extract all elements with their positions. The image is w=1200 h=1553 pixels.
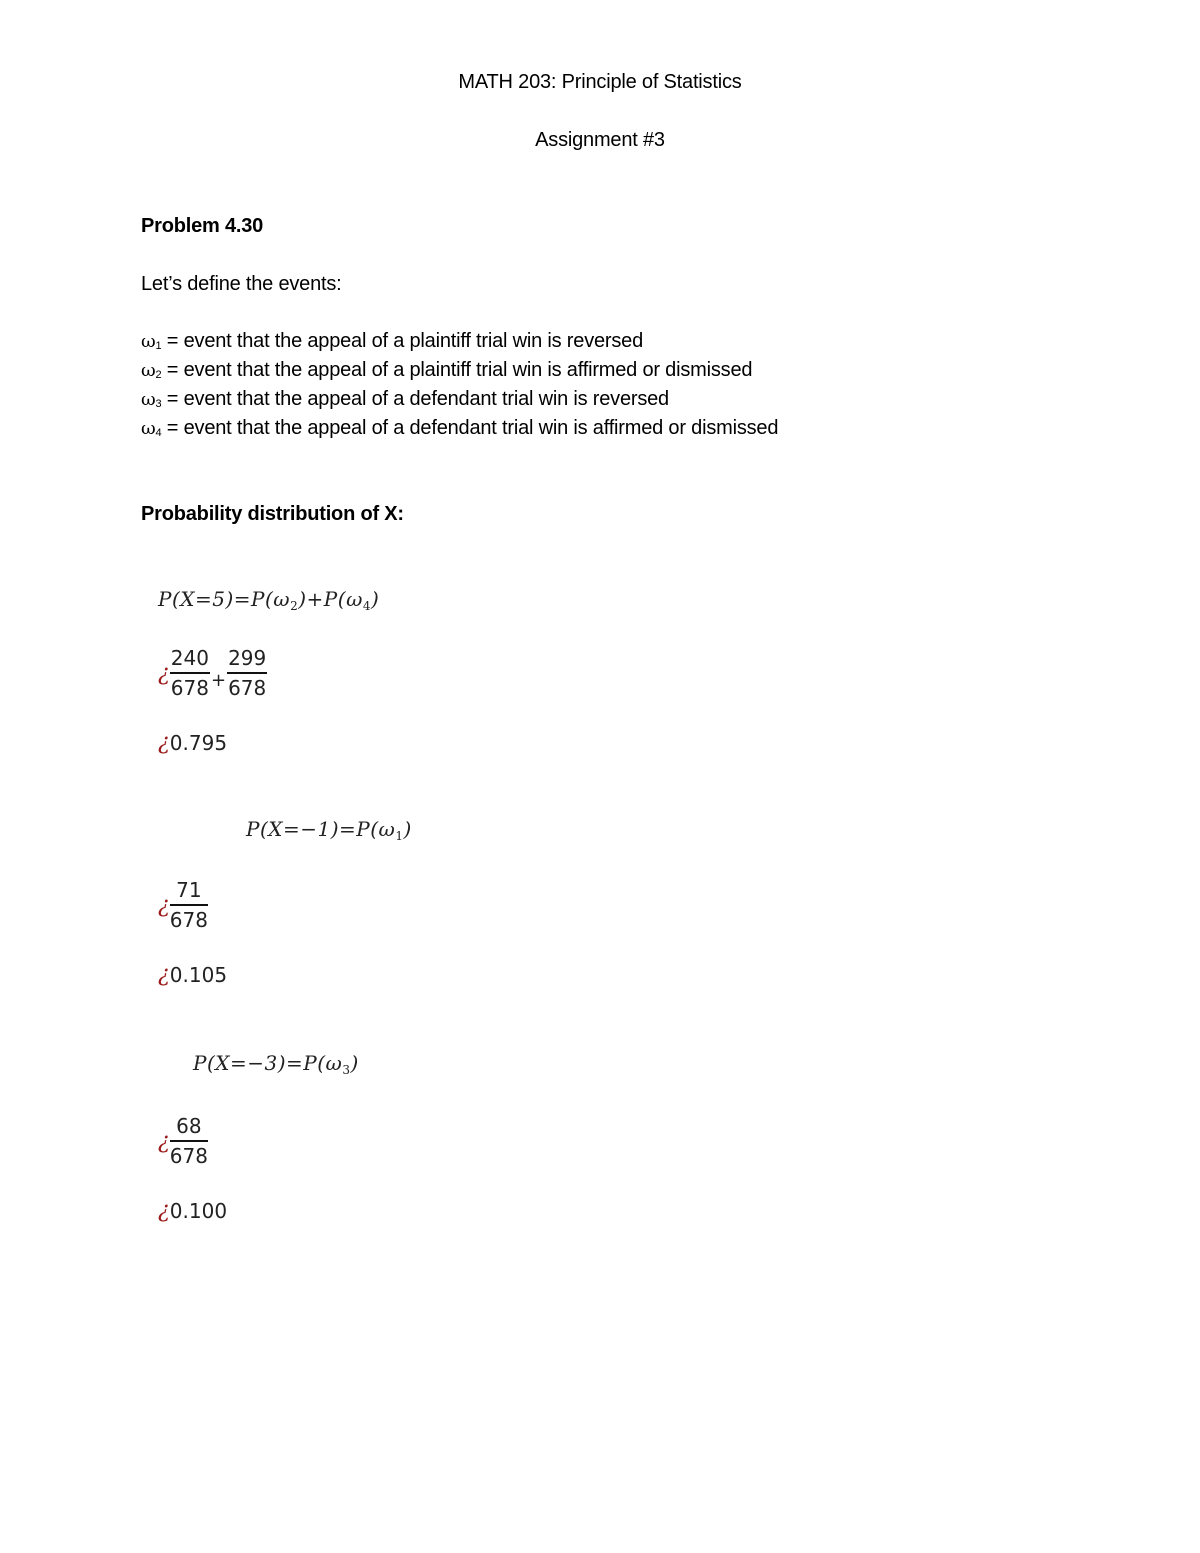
equation-fraction-row-2 — [158, 878, 208, 932]
equation-fraction-row-3 — [158, 1114, 208, 1168]
numerator: 299 — [227, 646, 267, 674]
course-title: MATH 203: Principle of Statistics — [458, 71, 742, 93]
fraction-240-678 — [170, 646, 210, 700]
problem-title: Problem 4.30 — [141, 215, 264, 237]
event-text: = event that the appeal of a plaintiff trial win is reversed — [166, 330, 644, 352]
equation-lhs: P(X=−3)=P(ω — [193, 1051, 343, 1075]
equation-end: ) — [371, 587, 380, 611]
denominator: 678 — [169, 908, 208, 932]
omega-symbol: ω — [141, 418, 156, 439]
equation-result-3 — [158, 1198, 227, 1223]
omega-symbol: ω — [141, 360, 156, 381]
equation-marker: ¿ — [158, 660, 170, 686]
event-definition-4 — [141, 417, 778, 440]
omega-symbol: ω — [141, 331, 156, 352]
event-definition-2 — [141, 359, 752, 382]
equation-end: ) — [403, 817, 412, 841]
plus-sign: + — [210, 669, 227, 691]
fraction-71-678 — [170, 878, 208, 932]
assignment-title: Assignment #3 — [535, 129, 665, 151]
equation-subscript: 2 — [290, 599, 299, 613]
numerator: 71 — [170, 878, 208, 906]
fraction-299-678 — [227, 646, 267, 700]
fraction-68-678 — [170, 1114, 208, 1168]
equation-subscript: 1 — [395, 829, 404, 843]
equation-marker: ¿ — [158, 892, 170, 918]
equation-marker: ¿ — [158, 1128, 170, 1154]
equation-marker: ¿ — [158, 1198, 170, 1223]
numerator: 240 — [170, 646, 210, 674]
equation-fraction-row-1 — [158, 646, 267, 700]
event-text: = event that the appeal of a defendant trial win is affirmed or dismissed — [166, 417, 779, 439]
result-value: 0.100 — [169, 1198, 228, 1223]
denominator: 678 — [170, 676, 209, 700]
result-value: 0.795 — [169, 730, 228, 755]
equation-end: ) — [350, 1051, 359, 1075]
result-value: 0.105 — [169, 962, 228, 987]
equation-mid: )+P(ω — [298, 587, 363, 611]
event-text: = event that the appeal of a defendant trial win is reversed — [166, 388, 669, 410]
equation-subscript: 3 — [342, 1063, 351, 1077]
equation-marker: ¿ — [158, 962, 170, 987]
omega-subscript: 3 — [155, 398, 162, 410]
omega-symbol: ω — [141, 389, 156, 410]
event-definition-3 — [141, 388, 669, 411]
distribution-heading: Probability distribution of X: — [141, 503, 404, 525]
equation-result-1 — [158, 730, 227, 755]
equation-p-x-minus-1 — [246, 817, 412, 843]
equation-marker: ¿ — [158, 730, 170, 755]
equation-p-x-5 — [158, 587, 379, 613]
denominator: 678 — [169, 1144, 208, 1168]
equation-lhs: P(X=−1)=P(ω — [246, 817, 396, 841]
numerator: 68 — [170, 1114, 208, 1142]
event-text: = event that the appeal of a plaintiff trial win is affirmed or dismissed — [166, 359, 753, 381]
equation-result-2 — [158, 962, 227, 987]
equation-lhs: P(X=5)=P(ω — [158, 587, 291, 611]
denominator: 678 — [228, 676, 267, 700]
event-definition-1 — [141, 330, 643, 353]
define-intro: Let’s define the events: — [141, 273, 342, 295]
omega-subscript: 4 — [155, 427, 162, 439]
omega-subscript: 1 — [155, 340, 162, 352]
omega-subscript: 2 — [155, 369, 162, 381]
equation-p-x-minus-3 — [193, 1051, 359, 1077]
equation-subscript: 4 — [362, 599, 372, 613]
